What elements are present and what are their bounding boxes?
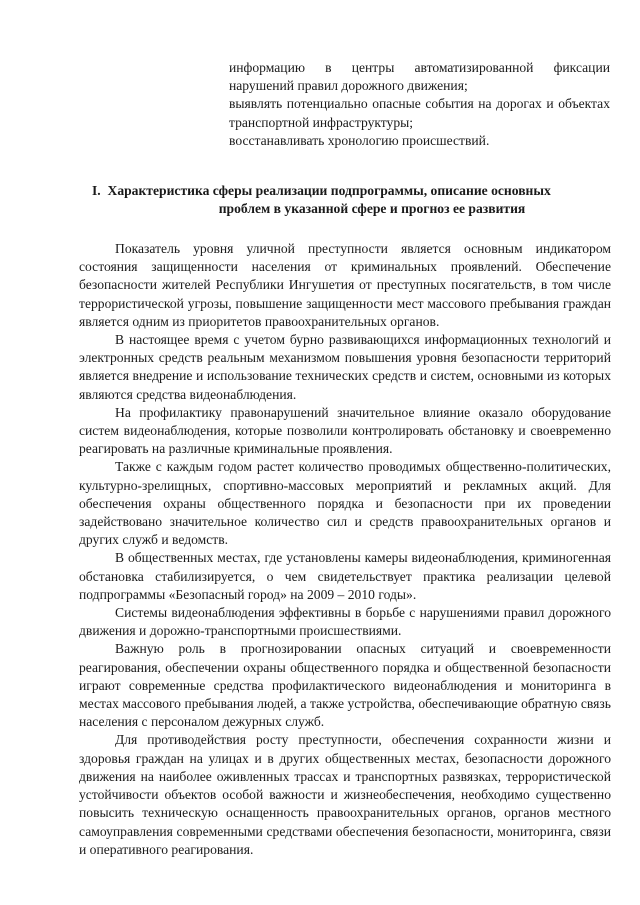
list-item: восстанавливать хронологию происшествий.	[229, 132, 490, 148]
section-number: I.	[92, 183, 101, 198]
continued-list	[229, 59, 610, 150]
paragraph: Системы видеонаблюдения эффективны в борьбе с нарушениями правил дорожного движения и дорожно-транспортными происшествиями.	[79, 605, 611, 639]
section-heading-line-1	[92, 182, 612, 200]
paragraph: Важную роль в прогнозировании опасных ситуаций и своевременности реагирования, обеспечении охраны общественного порядка и общественной безопасности играют современные средства профилактического видеонаблюдения и мониторинга в местах массового пребывания людей, а также устройства, обеспечивающие обратную связь населения с персоналом дежурных служб.	[79, 641, 611, 730]
section-body	[79, 240, 611, 859]
paragraph: Также с каждым годом растет количество проводимых общественно-политических, культурно-зрелищных, спортивно-массовых мероприятий и рекламных акций. Для обеспечения охраны общественного порядка и безопасности при их проведении задействовано значительное количество сил и средств правоохранительных органов и других служб и ведомств.	[79, 459, 611, 548]
paragraph: Показатель уровня уличной преступности является основным индикатором состояния защищенности населения от криминальных проявлений. Обеспечение безопасности жителей Республики Ингушетия от преступных посягательств, в том числе террористической угрозы, повышение защищенности мест массового пребывания граждан является одним из приоритетов правоохранительных органов.	[79, 241, 611, 329]
paragraph: На профилактику правонарушений значительное влияние оказало оборудование систем видеонаблюдения, которые позволили контролировать обстановку и своевременно реагировать на различные криминальные проявления.	[79, 404, 611, 457]
list-item: выявлять потенциально опасные события на дорогах и объектах транспортной инфраструктуры;	[229, 96, 610, 130]
section-title-part-2: проблем в указанной сфере и прогноз ее развития	[218, 201, 526, 217]
paragraph: В общественных местах, где установлены камеры видеонаблюдения, криминогенная обстановка стабилизируется, о чем свидетельствует практика реализации целевой подпрограммы «Безопасный город» на 2009 – 2010 годы».	[79, 550, 611, 602]
list-item: информацию в центры автоматизированной фиксации нарушений правил дорожного движения;	[229, 60, 610, 94]
paragraph: Для противодействия росту преступности, обеспечения сохранности жизни и здоровья граждан на улицах и в других общественных местах, безопасности дорожного движения на наиболее оживленных трассах и транспортных развязках, террористической устойчивости объектов особой важности и жизнеобеспечения, необходимо существенно повысить техническую оснащенность правоохранительных органов, органов местного самоуправления современными средствами обеспечения безопасности, мониторинга, связи и оперативного реагирования.	[79, 732, 611, 857]
section-title-part-1: Характеристика сферы реализации подпрограммы, описание основных	[107, 183, 551, 198]
paragraph: В настоящее время с учетом бурно развивающихся информационных технологий и электронных средств реальным механизмом повышения уровня безопасности территорий является внедрение и использование технических средств и систем, основными из которых являются средства видеонаблюдения.	[79, 332, 611, 402]
section-heading	[92, 182, 612, 218]
